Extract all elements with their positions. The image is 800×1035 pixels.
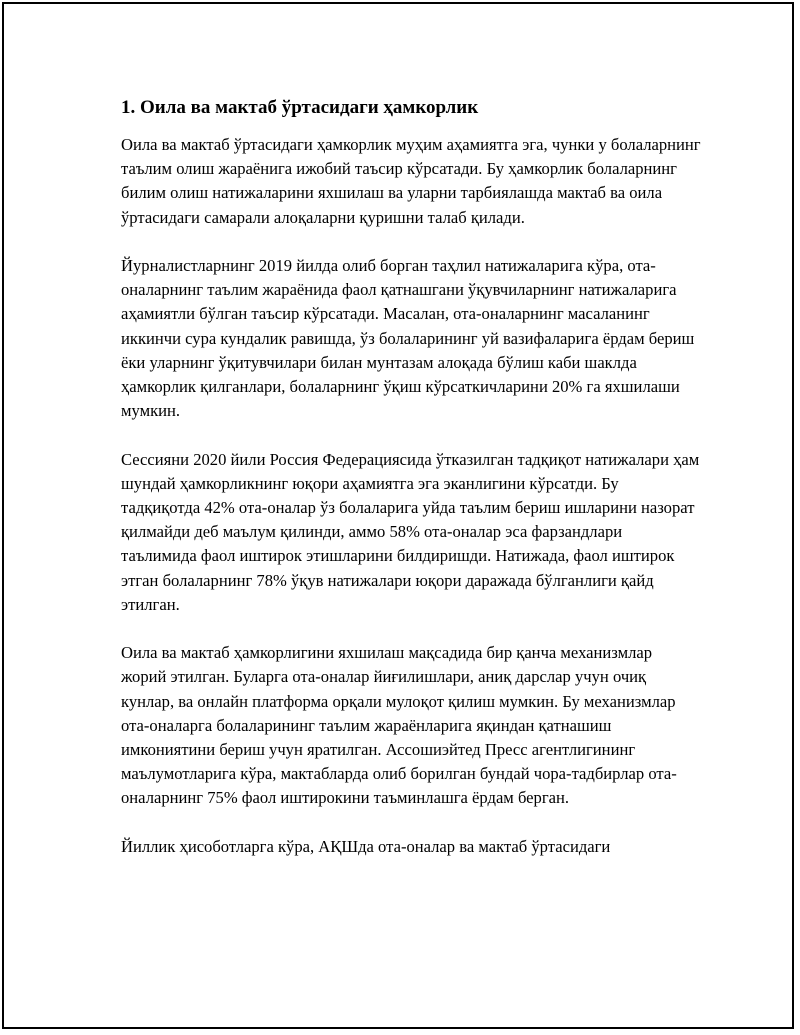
document-body [121,96,701,883]
section-heading: 1. Оила ва мактаб ўртасидаги ҳамкорлик [121,97,479,118]
paragraph-2: Йурналистларнинг 2019 йилда олиб борган таҳлил натижаларига кўра, ота-оналарнинг таълим жараёнида фаол қатнашгани ўқувчиларнинг натижаларига аҳамиятли бўлган таъсир кўрсатади. Масалан, ота-оналарнинг масаланинг иккинчи сура кундалик равишда, ўз болаларининг уй вазифаларига ёрдам бериш ёки уларнинг ўқитувчилари билан мунтазам алоқада бўлиш каби шаклда ҳамкорлик қилганлари, болаларнинг ўқиш кўрсаткичларини 20% га яхшилаши мумкин. [121,256,695,421]
paragraph-5: Йиллик ҳисоботларга кўра, АҚШда ота-оналар ва мактаб ўртасидаги [121,836,611,856]
paragraph-3: Сессияни 2020 йили Россия Федерациясида ўтказилган тадқиқот натижалари ҳам шундай ҳамкорликнинг юқори аҳамиятга эга эканлигини кўрсатди. Бу тадқиқотда 42% ота-оналар ўз болаларига уйда таълим бериш ишларини назорат қилмайди деб маълум қилинди, аммо 58% ота-оналар эса фарзандлари таълимида фаол иштирок этишларини билдиришди. Натижада, фаол иштирок этган болаларнинг 78% ўқув натижалари юқори даражада бўлганлиги қайд этилган. [121,449,700,614]
page-border [2,2,794,1029]
paragraph-1: Оила ва мактаб ўртасидаги ҳамкорлик муҳим аҳамиятга эга, чунки у болаларнинг таълим олиш жараёнига ижобий таъсир кўрсатади. Бу ҳамкорлик болаларнинг билим олиш натижаларини яхшилаш ва уларни тарбиялашда мактаб ва оила ўртасидаги самарали алоқаларни қуришни талаб қилади. [121,135,701,227]
paragraph-4: Оила ва мактаб ҳамкорлигини яхшилаш мақсадида бир қанча механизмлар жорий этилган. Буларга ота-оналар йиғилишлари, аниқ дарслар учун очиқ кунлар, ва онлайн платформа орқали мулоқот қилиш мумкин. Бу механизмлар ота-оналарга болаларининг таълим жараёнларига яқиндан қатнашиш имкониятини бериш учун яратилган. Ассошиэйтед Пресс агентлигининг маълумотларига кўра, мактабларда олиб борилган бундай чора-тадбирлар ота-оналарнинг 75% фаол иштирокини таъминлашга ёрдам берган. [121,643,677,808]
